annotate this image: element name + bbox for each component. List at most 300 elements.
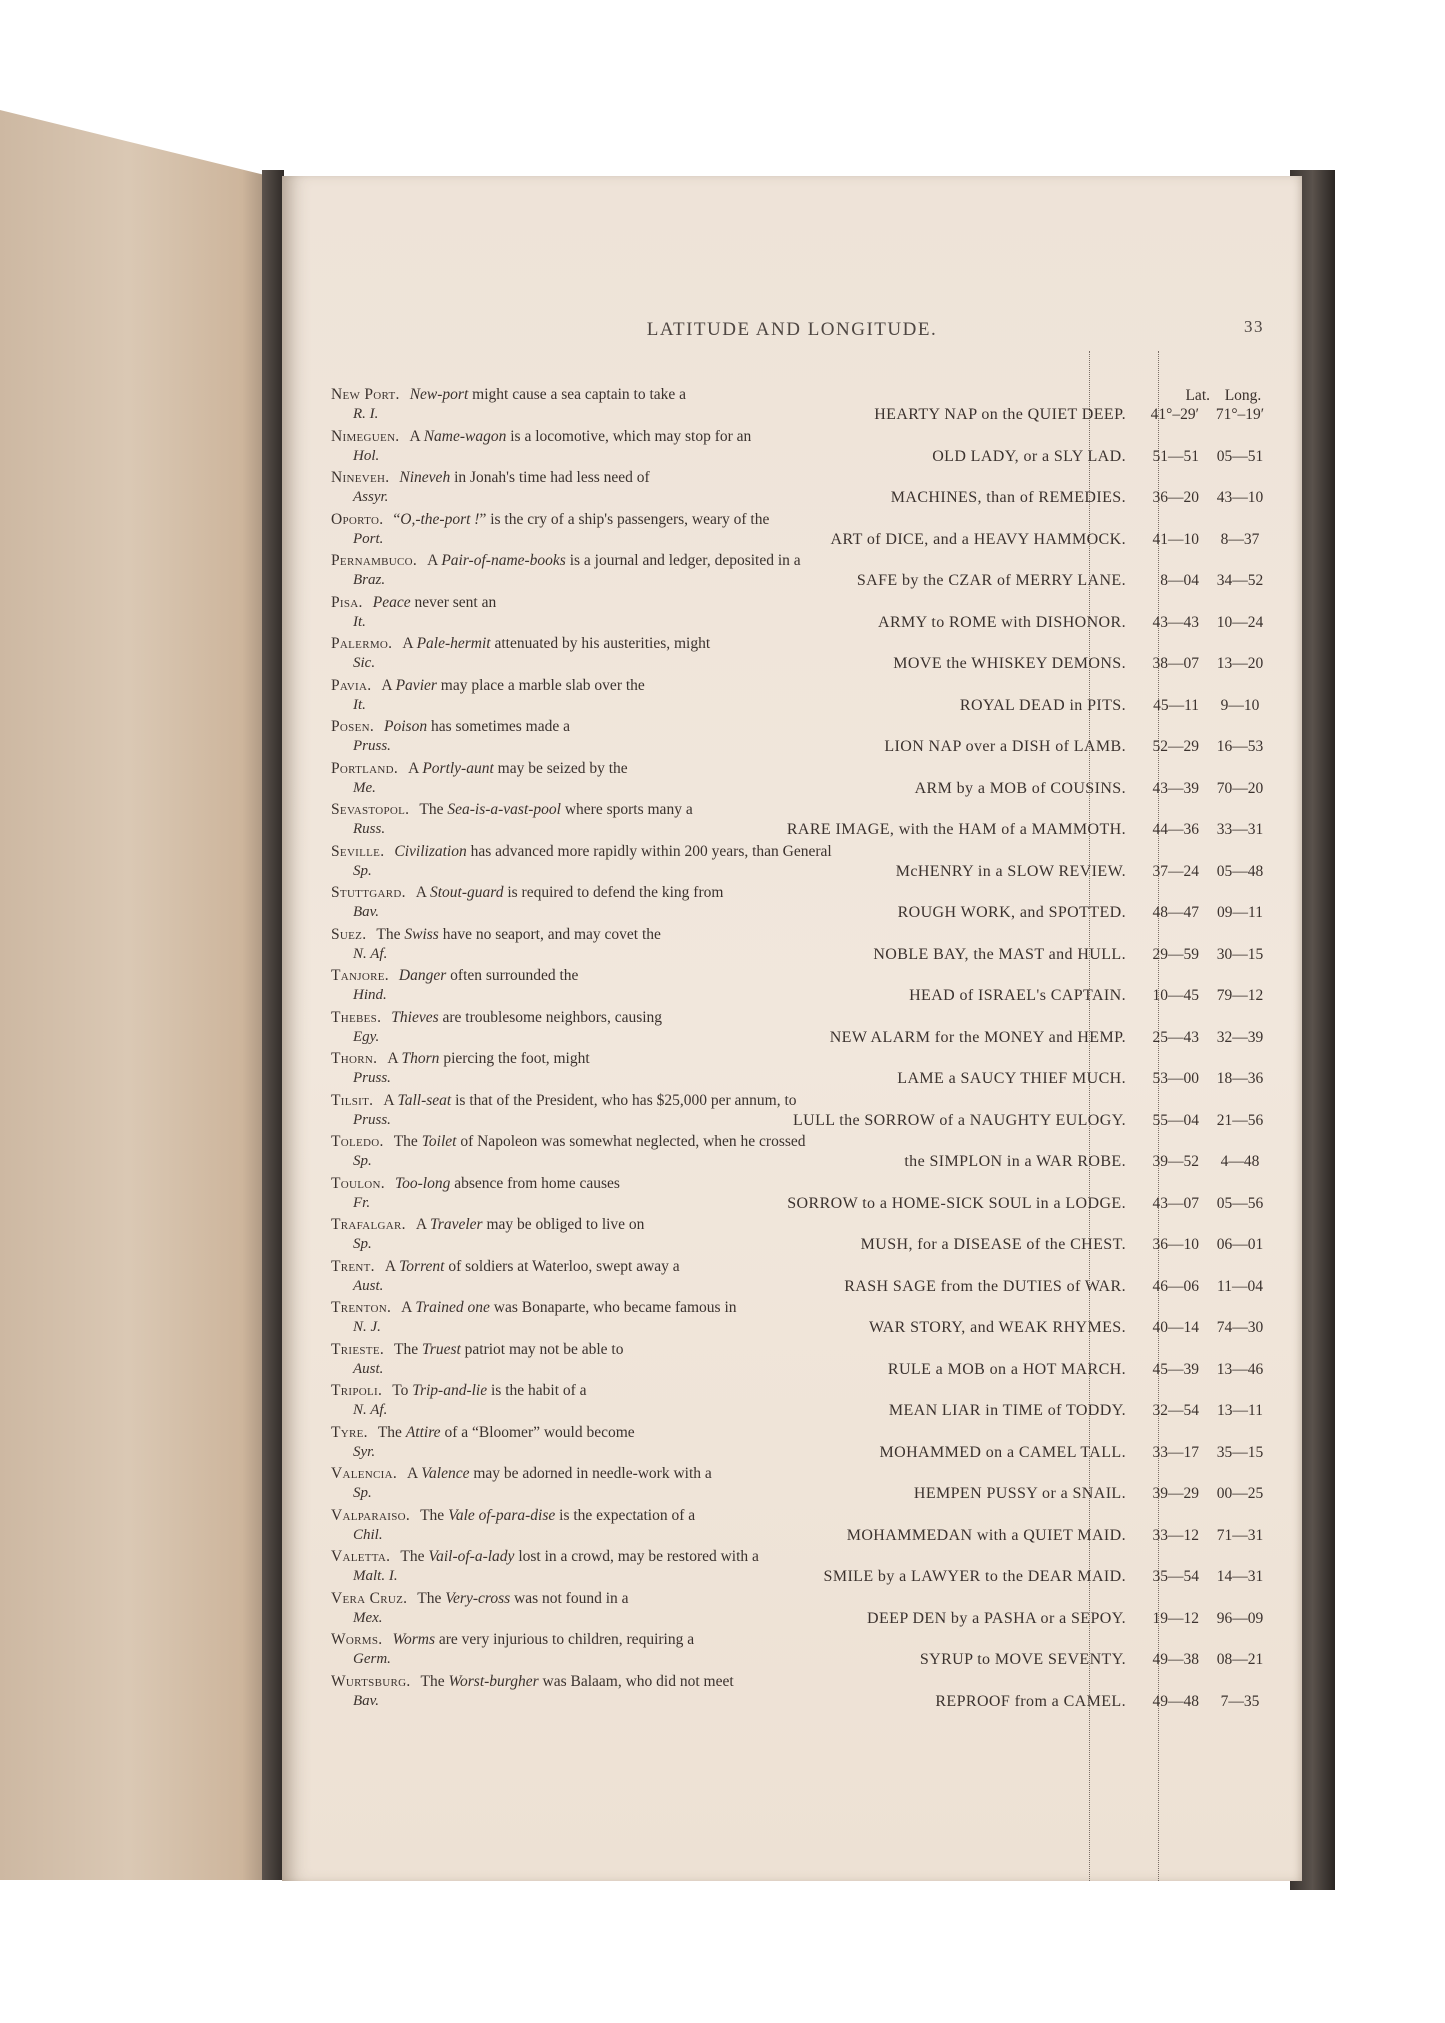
country-abbreviation: Sp. <box>353 1485 372 1501</box>
table-row <box>331 1464 1271 1506</box>
country-abbreviation: Sic. <box>353 655 376 671</box>
place-name: Seville. <box>331 842 385 860</box>
mnemonic-pre: The <box>400 1548 429 1565</box>
mnemonic-pun: Very-cross <box>445 1589 511 1607</box>
entry-list <box>331 385 1271 1713</box>
mnemonic-phrase: RASH SAGE from the DUTIES of WAR. <box>844 1277 1126 1295</box>
mnemonic-post: in Jonah's time had less need of <box>450 469 650 486</box>
page-number: 33 <box>1244 317 1264 336</box>
latitude-value: 45—39 <box>1152 1360 1199 1378</box>
place-name: Toledo. <box>331 1133 384 1150</box>
mnemonic-pre: A <box>402 635 417 652</box>
place-name: Oporto. <box>331 510 384 528</box>
entry-description-line <box>331 551 801 571</box>
place-name: New Port. <box>331 386 400 403</box>
entry-description-line <box>331 800 693 820</box>
mnemonic-pun: Vail-of-a-lady <box>428 1548 515 1565</box>
mnemonic-phrase: MUSH, for a DISEASE of the CHEST. <box>860 1236 1126 1253</box>
entry-phrase-line <box>331 944 1126 965</box>
mnemonic-post: has sometimes made a <box>427 718 570 735</box>
mnemonic-post: patriot may not be able to <box>460 1340 624 1358</box>
entry-phrase-line <box>331 1068 1126 1089</box>
entry-description-line <box>331 1381 587 1401</box>
mnemonic-pun: Trained one <box>415 1299 490 1316</box>
country-abbreviation: Bav. <box>353 1692 379 1709</box>
mnemonic-post: attenuated by his austerities, might <box>490 635 711 652</box>
mnemonic-post: is required to defend the king from <box>503 884 724 901</box>
lat-column-header: Lat. <box>1185 387 1210 404</box>
entry-phrase-line <box>331 653 1126 674</box>
table-row <box>331 1174 1271 1216</box>
entry-description-line <box>331 1132 806 1152</box>
entry-phrase-line <box>331 404 1126 425</box>
mnemonic-post: never sent an <box>410 593 497 611</box>
mnemonic-post: have no seaport, and may covet the <box>438 925 661 943</box>
mnemonic-post: may be seized by the <box>493 759 628 777</box>
latitude-value: 43—43 <box>1152 613 1199 631</box>
page-title: LATITUDE AND LONGITUDE. <box>646 319 938 340</box>
entry-description-line <box>331 842 832 862</box>
mnemonic-pre: A <box>408 759 423 777</box>
country-abbreviation: Sp. <box>353 862 372 879</box>
entry-description-line <box>331 385 686 405</box>
longitude-value: 43—10 <box>1216 489 1264 506</box>
entry-description-line <box>331 1008 662 1028</box>
mnemonic-pre: The <box>377 1423 406 1441</box>
mnemonic-post: lost in a crowd, may be restored with a <box>514 1548 759 1565</box>
mnemonic-phrase: SMILE by a LAWYER to the DEAR MAID. <box>823 1568 1126 1585</box>
mnemonic-pun: Traveler <box>430 1216 483 1233</box>
latitude-value: 49—38 <box>1152 1651 1199 1668</box>
mnemonic-post: may place a marble slab over the <box>436 676 645 694</box>
table-row <box>331 1091 1271 1133</box>
table-row <box>331 1049 1271 1091</box>
entry-description-line <box>331 883 723 903</box>
entry-phrase-line <box>331 1483 1126 1504</box>
mnemonic-pre: The <box>376 925 405 943</box>
entry-description-line <box>331 1049 590 1069</box>
longitude-value: 13—20 <box>1216 655 1264 672</box>
table-row <box>331 1423 1271 1465</box>
mnemonic-text <box>385 1258 680 1275</box>
mnemonic-pun: Pair-of-name-books <box>441 552 566 569</box>
mnemonic-post: may be obliged to live on <box>482 1216 645 1233</box>
table-row <box>331 759 1271 801</box>
entry-phrase-line <box>331 695 1126 716</box>
mnemonic-phrase: MOHAMMED on a CAMEL TALL. <box>879 1443 1126 1461</box>
entry-phrase-line <box>331 612 1126 633</box>
table-row <box>331 676 1271 718</box>
entry-description-line <box>331 759 628 779</box>
longitude-value: 00—25 <box>1216 1485 1264 1502</box>
country-abbreviation: Hol. <box>353 447 380 464</box>
entry-phrase-line <box>331 487 1126 508</box>
mnemonic-post: is a journal and ledger, deposited in a <box>565 552 801 569</box>
mnemonic-text <box>408 760 628 777</box>
latitude-value: 41°–29′ <box>1150 406 1199 423</box>
mnemonic-pre: To <box>392 1382 413 1399</box>
mnemonic-pun: Torrent <box>399 1257 445 1275</box>
place-name: Valetta. <box>331 1548 391 1565</box>
mnemonic-pun: Attire <box>405 1423 441 1441</box>
mnemonic-post: ” is the cry of a ship's passengers, weary of the <box>479 510 770 528</box>
place-name: Thebes. <box>331 1008 382 1026</box>
country-abbreviation: Fr. <box>353 1194 371 1211</box>
mnemonic-phrase: LAME a SAUCY THIEF MUCH. <box>897 1070 1126 1087</box>
mnemonic-pre: A <box>415 884 430 901</box>
latitude-value: 52—29 <box>1152 738 1199 755</box>
longitude-value: 71—31 <box>1216 1526 1264 1544</box>
mnemonic-text <box>376 926 661 943</box>
mnemonic-text <box>394 1341 623 1358</box>
country-abbreviation: Malt. I. <box>353 1568 398 1584</box>
mnemonic-text <box>378 1424 635 1441</box>
longitude-value: 34—52 <box>1216 572 1264 589</box>
mnemonic-post: are troublesome neighbors, causing <box>438 1008 663 1026</box>
longitude-value: 96—09 <box>1216 1609 1264 1627</box>
mnemonic-pre: The <box>420 1506 449 1524</box>
mnemonic-post: of Napoleon was somewhat neglected, when he crossed <box>456 1133 806 1150</box>
entry-description-line <box>331 1257 680 1277</box>
table-row <box>331 634 1271 676</box>
place-name: Nineveh. <box>331 469 390 486</box>
mnemonic-text <box>393 511 769 528</box>
country-abbreviation: Sp. <box>353 1153 372 1169</box>
mnemonic-phrase: HEAD of ISRAEL's CAPTAIN. <box>909 987 1126 1004</box>
table-row <box>331 1215 1271 1257</box>
mnemonic-pre: The <box>394 1340 423 1358</box>
longitude-value: 79—12 <box>1216 987 1264 1004</box>
entry-phrase-line <box>331 446 1126 467</box>
entry-phrase-line <box>331 1110 1126 1131</box>
table-row <box>331 800 1271 842</box>
latitude-value: 36—10 <box>1152 1236 1199 1253</box>
place-name: Thorn. <box>331 1050 378 1067</box>
entry-phrase-line <box>331 1317 1126 1338</box>
place-name: Sevastopol. <box>331 801 410 818</box>
place-name: Tanjore. <box>331 967 389 984</box>
entry-phrase-line <box>331 1566 1126 1587</box>
longitude-value: 8—37 <box>1220 530 1260 548</box>
longitude-value: 21—56 <box>1216 1111 1264 1129</box>
latitude-value: 33—12 <box>1152 1526 1199 1544</box>
mnemonic-pun: Civilization <box>394 842 467 860</box>
longitude-value: 05—48 <box>1216 862 1264 880</box>
latitude-value: 19—12 <box>1152 1609 1199 1627</box>
mnemonic-text <box>421 1673 734 1690</box>
mnemonic-phrase: SYRUP to MOVE SEVENTY. <box>919 1651 1126 1668</box>
mnemonic-phrase: NOBLE BAY, the MAST and HULL. <box>873 945 1126 963</box>
place-name: Portland. <box>331 759 399 777</box>
mnemonic-pun: Stout-guard <box>429 884 504 901</box>
entry-description-line <box>331 676 645 696</box>
place-name: Palermo. <box>331 635 393 652</box>
place-name: Pavia. <box>331 676 372 694</box>
longitude-value: 70—20 <box>1216 779 1264 797</box>
latitude-value: 41—10 <box>1152 530 1199 548</box>
mnemonic-text <box>400 1548 759 1565</box>
mnemonic-phrase: NEW ALARM for the MONEY and HEMP. <box>829 1028 1126 1046</box>
lon-column-header: Long. <box>1224 387 1262 404</box>
gazetteer-table <box>331 366 1271 1713</box>
place-name: Wurtsburg. <box>331 1672 411 1690</box>
latitude-value: 51—51 <box>1152 447 1199 465</box>
mnemonic-pun: New-port <box>409 386 469 403</box>
mnemonic-text <box>392 1631 694 1648</box>
entry-phrase-line <box>331 529 1126 550</box>
table-row <box>331 1298 1271 1340</box>
mnemonic-pre: “ <box>393 510 401 528</box>
place-name: Posen. <box>331 718 375 735</box>
entry-description-line <box>331 966 578 986</box>
entry-description-line <box>331 1630 694 1650</box>
entry-phrase-line <box>331 1525 1126 1546</box>
table-row <box>331 966 1271 1008</box>
place-name: Trieste. <box>331 1340 385 1358</box>
mnemonic-phrase: LION NAP over a DISH of LAMB. <box>884 738 1126 755</box>
longitude-value: 7—35 <box>1220 1692 1260 1710</box>
longitude-value: 05—56 <box>1216 1194 1264 1212</box>
country-abbreviation: Mex. <box>353 1609 383 1626</box>
mnemonic-pun: Name-wagon <box>423 427 507 445</box>
country-abbreviation: Me. <box>353 779 376 796</box>
latitude-value: 48—47 <box>1152 904 1199 921</box>
entry-phrase-line <box>331 1691 1126 1712</box>
longitude-value: 14—31 <box>1216 1568 1264 1585</box>
mnemonic-text <box>394 1133 806 1150</box>
place-name: Pernambuco. <box>331 552 418 569</box>
longitude-value: 30—15 <box>1216 945 1264 963</box>
mnemonic-post: of a “Bloomer” would become <box>440 1423 635 1441</box>
entry-phrase-line <box>331 1276 1126 1297</box>
mnemonic-pun: Toilet <box>421 1133 457 1150</box>
mnemonic-phrase: HEARTY NAP on the QUIET DEEP. <box>874 406 1126 423</box>
country-abbreviation: Sp. <box>353 1236 372 1252</box>
entry-description-line <box>331 1547 759 1567</box>
place-name: Trent. <box>331 1257 375 1275</box>
mnemonic-phrase: WAR STORY, and WEAK RHYMES. <box>868 1319 1126 1336</box>
longitude-value: 13—11 <box>1217 1402 1263 1419</box>
entry-description-line <box>331 1215 644 1235</box>
latitude-value: 43—07 <box>1152 1194 1199 1212</box>
table-row <box>331 468 1271 510</box>
entry-phrase-line <box>331 1027 1126 1048</box>
longitude-value: 08—21 <box>1216 1651 1264 1668</box>
longitude-value: 13—46 <box>1216 1360 1264 1378</box>
table-row <box>331 1506 1271 1548</box>
latitude-value: 39—29 <box>1152 1485 1199 1502</box>
mnemonic-post: where sports many a <box>560 801 693 818</box>
mnemonic-pun: O,-the-port ! <box>400 510 480 528</box>
latitude-value: 33—17 <box>1152 1443 1199 1461</box>
mnemonic-text <box>392 1382 586 1399</box>
mnemonic-text <box>384 718 570 735</box>
mnemonic-pun: Worst-burgher <box>448 1672 539 1690</box>
country-abbreviation: Egy. <box>353 1028 380 1045</box>
entry-phrase-line <box>331 861 1126 882</box>
longitude-value: 16—53 <box>1216 738 1264 755</box>
mnemonic-phrase: ART of DICE, and a HEAVY HAMMOCK. <box>830 530 1126 548</box>
mnemonic-pre: A <box>383 1091 398 1109</box>
country-abbreviation: Aust. <box>353 1360 384 1377</box>
mnemonic-phrase: MACHINES, than of REMEDIES. <box>890 489 1126 506</box>
mnemonic-text <box>402 635 710 652</box>
mnemonic-phrase: MEAN LIAR in TIME of TODDY. <box>888 1402 1126 1419</box>
longitude-value: 33—31 <box>1216 821 1264 838</box>
longitude-value: 10—24 <box>1216 613 1264 631</box>
place-name: Nimeguen. <box>331 427 400 445</box>
mnemonic-text <box>387 1050 589 1067</box>
place-name: Vera Cruz. <box>331 1589 408 1607</box>
table-row <box>331 593 1271 635</box>
mnemonic-pun: Swiss <box>404 925 439 943</box>
entry-phrase-line <box>331 1193 1126 1214</box>
entry-description-line <box>331 717 570 737</box>
table-row <box>331 1630 1271 1672</box>
mnemonic-text <box>416 1216 645 1233</box>
mnemonic-phrase: OLD LADY, or a SLY LAD. <box>932 447 1126 465</box>
country-abbreviation: Germ. <box>353 1651 391 1667</box>
latitude-value: 32—54 <box>1152 1402 1199 1419</box>
mnemonic-pun: Truest <box>422 1340 461 1358</box>
mnemonic-pre: The <box>419 801 448 818</box>
mnemonic-pun: Peace <box>372 593 411 611</box>
entry-phrase-line <box>331 1649 1126 1670</box>
entry-phrase-line <box>331 1234 1126 1255</box>
mnemonic-post: was Bonaparte, who became famous in <box>489 1299 737 1316</box>
mnemonic-pun: Tall-seat <box>397 1091 452 1109</box>
country-abbreviation: N. Af. <box>353 1402 388 1418</box>
latitude-value: 49—48 <box>1152 1692 1199 1710</box>
mnemonic-text <box>395 1175 620 1192</box>
mnemonic-phrase: REPROOF from a CAMEL. <box>935 1692 1126 1710</box>
place-name: Valparaiso. <box>331 1506 411 1524</box>
entry-phrase-line <box>331 570 1126 591</box>
entry-phrase-line <box>331 778 1126 799</box>
entry-description-line <box>331 427 751 447</box>
entry-description-line <box>331 634 710 654</box>
country-abbreviation: Russ. <box>353 821 386 837</box>
country-abbreviation: Pruss. <box>353 738 391 754</box>
mnemonic-phrase: MOHAMMEDAN with a QUIET MAID. <box>846 1526 1126 1544</box>
country-abbreviation: Pruss. <box>353 1070 391 1086</box>
longitude-value: 74—30 <box>1216 1319 1264 1336</box>
table-row <box>331 1257 1271 1299</box>
country-abbreviation: Bav. <box>353 904 379 920</box>
mnemonic-post: was Balaam, who did not meet <box>538 1672 734 1690</box>
place-name: Trenton. <box>331 1299 392 1316</box>
entry-phrase-line <box>331 1359 1126 1380</box>
longitude-value: 35—15 <box>1216 1443 1264 1461</box>
entry-description-line <box>331 1506 695 1526</box>
entry-description-line <box>331 468 650 488</box>
latitude-value: 8—04 <box>1160 572 1199 589</box>
entry-description-line <box>331 1589 629 1609</box>
entry-description-line <box>331 1298 737 1318</box>
mnemonic-phrase: ROYAL DEAD in PITS. <box>959 696 1126 714</box>
mnemonic-post: is the expectation of a <box>555 1506 696 1524</box>
place-name: Suez. <box>331 925 367 943</box>
table-row <box>331 551 1271 593</box>
place-name: Tilsit. <box>331 1091 374 1109</box>
table-row <box>331 1547 1271 1589</box>
book-cover-left-edge <box>262 170 284 1880</box>
facing-page-bleed-text <box>0 250 285 608</box>
mnemonic-pun: Valence <box>421 1465 470 1482</box>
longitude-value: 4—48 <box>1220 1153 1260 1170</box>
mnemonic-text <box>399 967 579 984</box>
mnemonic-phrase: MOVE the WHISKEY DEMONS. <box>893 655 1126 672</box>
mnemonic-post: was not found in a <box>510 1589 629 1607</box>
entry-description-line <box>331 1464 712 1484</box>
table-row <box>331 1381 1271 1423</box>
country-abbreviation: Aust. <box>353 1277 384 1294</box>
mnemonic-post: is a locomotive, which may stop for an <box>506 427 752 445</box>
mnemonic-text <box>416 884 724 901</box>
facing-page <box>0 110 285 1880</box>
latitude-value: 36—20 <box>1152 489 1199 506</box>
book-page <box>282 176 1302 1881</box>
mnemonic-pun: Poison <box>384 718 428 735</box>
latitude-value: 46—06 <box>1152 1277 1199 1295</box>
table-row <box>331 385 1271 427</box>
place-name: Stuttgard. <box>331 884 406 901</box>
country-abbreviation: Braz. <box>353 572 386 588</box>
mnemonic-text <box>419 801 692 818</box>
longitude-value: 71°–19′ <box>1215 406 1265 423</box>
entry-phrase-line <box>331 1442 1126 1463</box>
entry-phrase-line <box>331 902 1126 923</box>
entry-phrase-line <box>331 1608 1126 1629</box>
mnemonic-pun: Sea-is-a-vast-pool <box>447 801 561 818</box>
latitude-value: 29—59 <box>1152 945 1199 963</box>
place-name: Toulon. <box>331 1174 385 1192</box>
latitude-value: 25—43 <box>1152 1028 1199 1046</box>
place-name: Worms. <box>331 1631 383 1648</box>
mnemonic-post: might cause a sea captain to take a <box>468 386 687 403</box>
table-row <box>331 1589 1271 1631</box>
latitude-value: 39—52 <box>1152 1153 1199 1170</box>
mnemonic-phrase: DEEP DEN by a PASHA or a SEPOY. <box>867 1609 1126 1627</box>
latitude-value: 53—00 <box>1152 1070 1199 1087</box>
mnemonic-pun: Thorn <box>401 1050 440 1067</box>
mnemonic-phrase: RULE a MOB on a HOT MARCH. <box>887 1360 1126 1378</box>
country-abbreviation: N. J. <box>353 1319 381 1335</box>
mnemonic-pun: Vale of-para-dise <box>448 1506 556 1524</box>
latitude-value: 45—11 <box>1153 696 1199 714</box>
latitude-value: 40—14 <box>1152 1319 1199 1336</box>
table-row <box>331 510 1271 552</box>
mnemonic-text <box>420 1507 695 1524</box>
mnemonic-phrase: ARMY to ROME with DISHONOR. <box>877 613 1126 631</box>
mnemonic-post: piercing the foot, might <box>439 1050 590 1067</box>
mnemonic-text <box>417 1590 628 1607</box>
entry-description-line <box>331 1091 797 1111</box>
country-abbreviation: Port. <box>353 530 384 547</box>
latitude-value: 55—04 <box>1152 1111 1199 1129</box>
mnemonic-phrase: SORROW to a HOME-SICK SOUL in a LODGE. <box>787 1194 1126 1212</box>
longitude-value: 09—11 <box>1217 904 1263 921</box>
mnemonic-phrase: HEMPEN PUSSY or a SNAIL. <box>913 1485 1126 1502</box>
mnemonic-pre: A <box>401 1299 416 1316</box>
entry-phrase-line <box>331 1151 1126 1172</box>
country-abbreviation: N. Af. <box>353 945 388 962</box>
mnemonic-pun: Danger <box>398 967 447 984</box>
latitude-value: 44—36 <box>1152 821 1199 838</box>
entry-phrase-line <box>331 985 1126 1006</box>
entry-phrase-line <box>331 819 1126 840</box>
table-row <box>331 925 1271 967</box>
